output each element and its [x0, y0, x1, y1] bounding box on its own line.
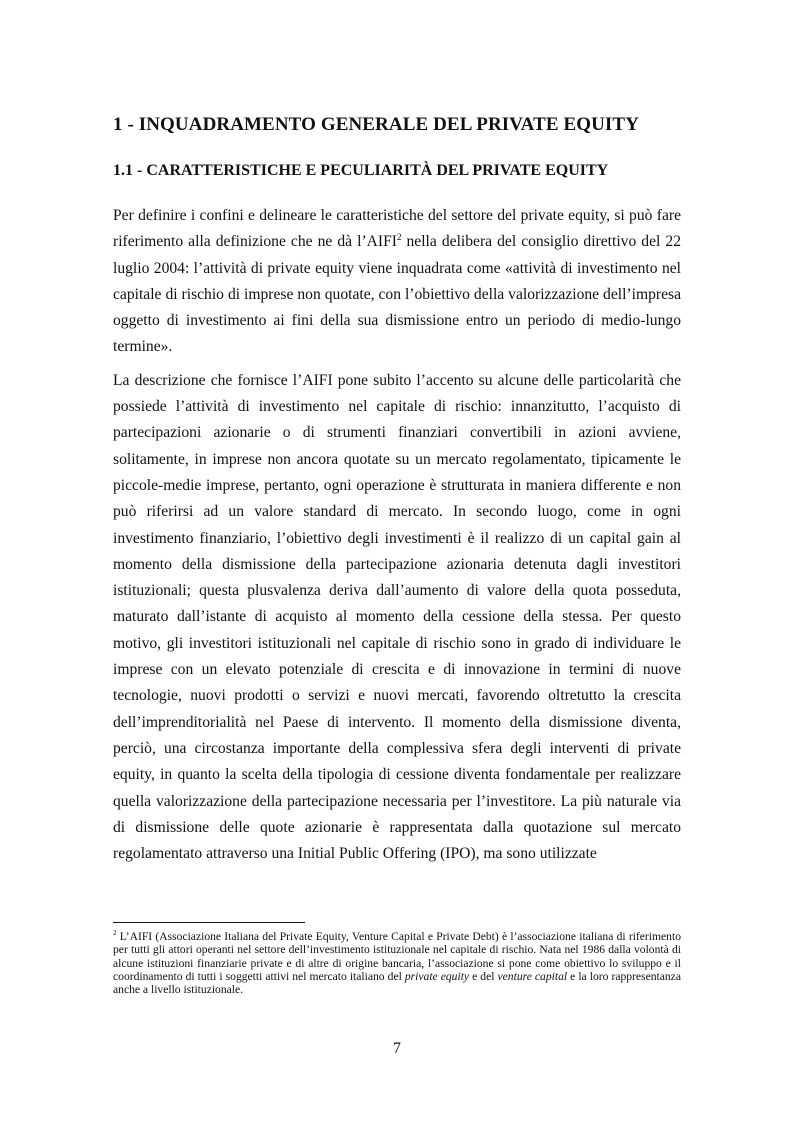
page-number: 7 — [393, 1040, 401, 1057]
footnote-emphasis-venture-capital: venture capital — [497, 969, 568, 983]
section-title: 1.1 - CARATTERISTICHE E PECULIARITÀ DEL PRIVATE EQUITY — [113, 162, 609, 179]
footnote-text-c: e la loro rappresentanza anche a livello istituzionale. — [113, 969, 681, 997]
paragraph-1-text-a: Per definire i confini e delineare le caratteristiche del settore del private equity, si può fare riferimento alla definizione che ne dà l’AIFI — [113, 207, 681, 251]
paragraph-1 — [113, 203, 681, 361]
footnote-divider — [113, 922, 305, 923]
footnote-emphasis-private-equity: private equity — [404, 969, 470, 983]
body-text — [113, 203, 681, 867]
paragraph-2: La descrizione che fornisce l’AIFI pone subito l’accento su alcune delle particolarità che possiede l’attività di investimento nel capitale di rischio: innanzitutto, l’acquisto di partecipazioni azionarie o di strumenti finanziari convertibili in azioni avviene, solitamente, in imprese non ancora quotate su un mercato regolamentato, tipicamente le piccole-medie imprese, pertanto, ogni operazione è strutturata in maniera differente e non può riferirsi ad un valore standard di mercato. In secondo luogo, come in ogni investimento finanziario, l’obiettivo degli investimenti è il realizzo di un capital gain al momento della dismissione della partecipazione azionaria detenuta dagli investitori istituzionali; questa plusvalenza deriva dall’aumento di valore della quota posseduta, maturato dall’istante di acquisto al momento della cessione della stessa. Per questo motivo, gli investitori istituzionali nel capitale di rischio sono in grado di individuare le imprese con un elevato potenziale di crescita e di innovazione in termini di nuove tecnologie, nuovi prodotti o servizi e nuovi mercati, favorendo oltretutto la crescita dell’imprenditorialità nel Paese di intervento. Il momento della dismissione diventa, perciò, una circostanza importante della complessiva sfera degli interventi di private equity, in quanto la scelta della tipologia di cessione diventa fondamentale per realizzare quella valorizzazione della partecipazione necessaria per l’investitore. La più naturale via di dismissione delle quote azionarie è rappresentata dalla quotazione sul mercato regolamentato attraverso una Initial Public Offering (IPO), ma sono utilizzate — [113, 371, 681, 863]
footnote-marker: 2 — [113, 929, 117, 938]
chapter-title: 1 - INQUADRAMENTO GENERALE DEL PRIVATE EQUITY — [113, 114, 640, 135]
document-page — [113, 0, 681, 1123]
footnote-text-b: e del — [469, 969, 498, 983]
footnote-reference: 2 — [396, 232, 402, 243]
footnote-text-a: L’AIFI (Associazione Italiana del Private Equity, Venture Capital e Private Debt) è l’associazione italiana di riferimento per tutti gli attori operanti nel settore dell’investimento istituzionale nel capitale di rischio. Nata nel 1986 dalla volontà di alcune istituzioni finanziarie private e di altre di origine bancaria, l’associazione si pone come obiettivo lo sviluppo e il coordinamento di tutti i soggetti attivi nel mercato italiano del — [113, 930, 681, 983]
paragraph-1-text-b: nella delibera del consiglio direttivo del 22 luglio 2004: l’attività di private equity viene inquadrata come «attività di investimento nel capitale di rischio di imprese non quotate, con l’obiettivo della valorizzazione dell’impresa oggetto di investimento ai fini della sua dismissione entro un periodo di medio-lungo termine». — [113, 233, 681, 356]
footnote — [113, 930, 681, 996]
